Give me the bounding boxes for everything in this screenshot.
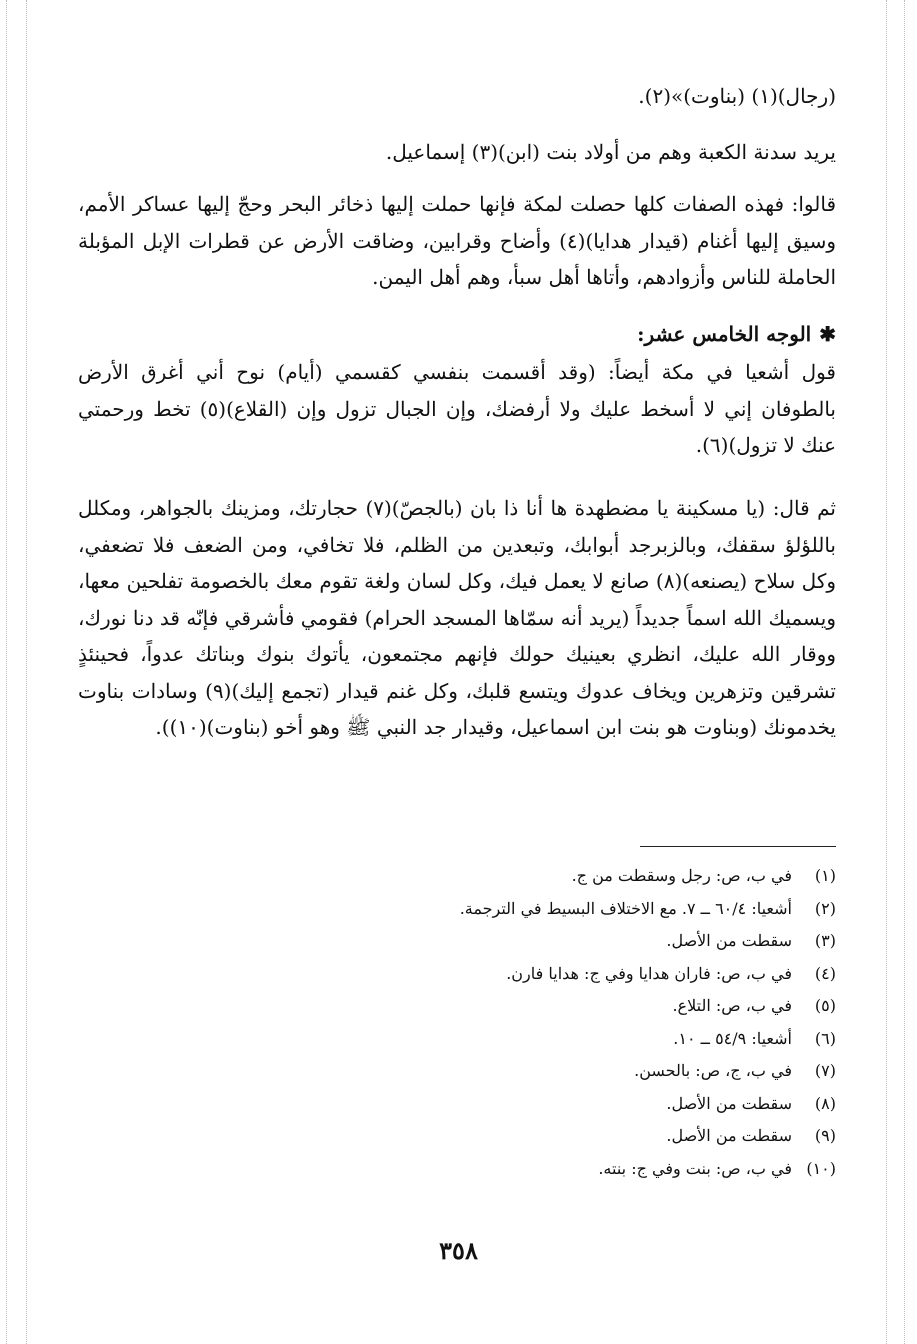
footnote-text: أشعيا: ٦٠/٤ ــ ٧. مع الاختلاف البسيط في الترجمة. bbox=[459, 898, 792, 918]
footnote-item bbox=[78, 893, 836, 926]
scan-border-right-inner bbox=[886, 0, 887, 1344]
footnote-item bbox=[78, 925, 836, 958]
footnote-number: (٧) bbox=[814, 1061, 836, 1080]
footnote-number: (٥) bbox=[814, 996, 836, 1015]
footnote-text: سقطت من الأصل. bbox=[666, 931, 792, 950]
scan-border-left-outer bbox=[6, 0, 7, 1344]
footnote-text: في ب، ص: فاران هدايا وفي ج: هدايا فارن. bbox=[506, 963, 792, 983]
scan-border-right-outer bbox=[904, 0, 905, 1344]
footnote-number: (١٠) bbox=[806, 1158, 836, 1178]
footnote-number: (١) bbox=[814, 866, 836, 885]
footnote-item bbox=[78, 1153, 836, 1186]
paragraph-1: قالوا: فهذه الصفات كلها حصلت لمكة فإنها حملت إليها ذخائر البحر وحجّ إليها عساكر الأمم، وسيق إليها أغنام (قيدار هدايا)(٤) وأضاح وقرابين، وضاقت الأرض عن قطرات الإبل المؤبلة الحاملة للناس وأزوادهم، وأتاها أهل سبأ، وهم أهل اليمن. bbox=[78, 192, 836, 289]
footnote-number: (٣) bbox=[814, 931, 836, 950]
footnote-text: سقطت من الأصل. bbox=[666, 1126, 792, 1145]
footnote-text: في ب، ص: التلاع. bbox=[672, 996, 792, 1015]
asterisk-icon: ✱ bbox=[819, 322, 836, 346]
footnote-item bbox=[78, 860, 836, 893]
paragraph-2: قول أشعيا في مكة أيضاً: (وقد أقسمت بنفسي كقسمي (أيام) نوح أني أغرق الأرض بالطوفان إني لا أسخط عليك ولا أرفضك، وإن الجبال تزول وإن (القلاع)(٥) تخط ورحمتي عنك لا تزول)(٦). bbox=[78, 360, 836, 457]
footnote-number: (٨) bbox=[814, 1093, 836, 1113]
footnote-text: سقطت من الأصل. bbox=[666, 1093, 792, 1113]
footnote-text: في ب، ص: رجل وسقطت من ج. bbox=[571, 866, 792, 885]
footnote-item bbox=[78, 1055, 836, 1088]
footnote-number: (٦) bbox=[814, 1028, 836, 1048]
footnote-text: في ب، ص: بنت وفي ج: بنته. bbox=[598, 1158, 792, 1178]
page-number: ٣٥٨ bbox=[439, 1236, 478, 1265]
text-line-2: يريد سدنة الكعبة وهم من أولاد بنت (ابن)(٣) إسماعيل. bbox=[385, 140, 836, 164]
footnote-item bbox=[78, 990, 836, 1023]
section-heading-text: الوجه الخامس عشر: bbox=[637, 322, 812, 346]
scan-border-left-inner bbox=[26, 0, 27, 1344]
footnote-number: (٢) bbox=[814, 898, 836, 918]
footnote-item bbox=[78, 1023, 836, 1056]
footnote-item bbox=[78, 1088, 836, 1121]
section-heading bbox=[78, 316, 836, 352]
footnote-number: (٩) bbox=[814, 1126, 836, 1145]
footnote-divider bbox=[640, 846, 836, 847]
footnotes-list bbox=[78, 860, 836, 1185]
footnote-text: في ب، ج، ص: بالحسن. bbox=[634, 1061, 792, 1080]
footnote-text: أشعيا: ٥٤/٩ ــ ١٠. bbox=[673, 1028, 792, 1048]
footnote-item bbox=[78, 1120, 836, 1153]
text-line-1: (رجال)(١) (بناوت)»(٢). bbox=[638, 84, 836, 108]
paragraph-3: ثم قال: (يا مسكينة يا مضطهدة ها أنا ذا بان (بالجصّ)(٧) حجارتك، ومزينك بالجواهر، ومكلل باللؤلؤ سقفك، وبالزبرجد أبوابك، وتبعدين من الظلم، فلا تخافي، ومن الضعف فلا تضعفي، وكل سلاح (يصنعه)(٨) صانع لا يعمل فيك، وكل لسان ولغة تقوم معك بالخصومة تفلحين معها، ويسميك الله اسماً جديداً (يريد أنه سمّاها المسجد الحرام) فقومي فأشرقي فإنّه قد دنا نورك، ووقار الله عليك، انظري بعينيك حولك فإنهم مجتمعون، يأتوك بنوك وبناتك عدواً، فحينئذٍ تشرقين وتزهرين ويخاف عدوك ويتسع قلبك، وكل غنم قيدار (تجمع إليك)(٩) وسادات بناوت يخدمونك (وبناوت هو بنت ابن اسماعيل، وقيدار جد النبي ﷺ وهو أخو (بناوت)(١٠)). bbox=[78, 496, 836, 739]
footnote-item bbox=[78, 958, 836, 991]
footnote-number: (٤) bbox=[814, 963, 836, 983]
